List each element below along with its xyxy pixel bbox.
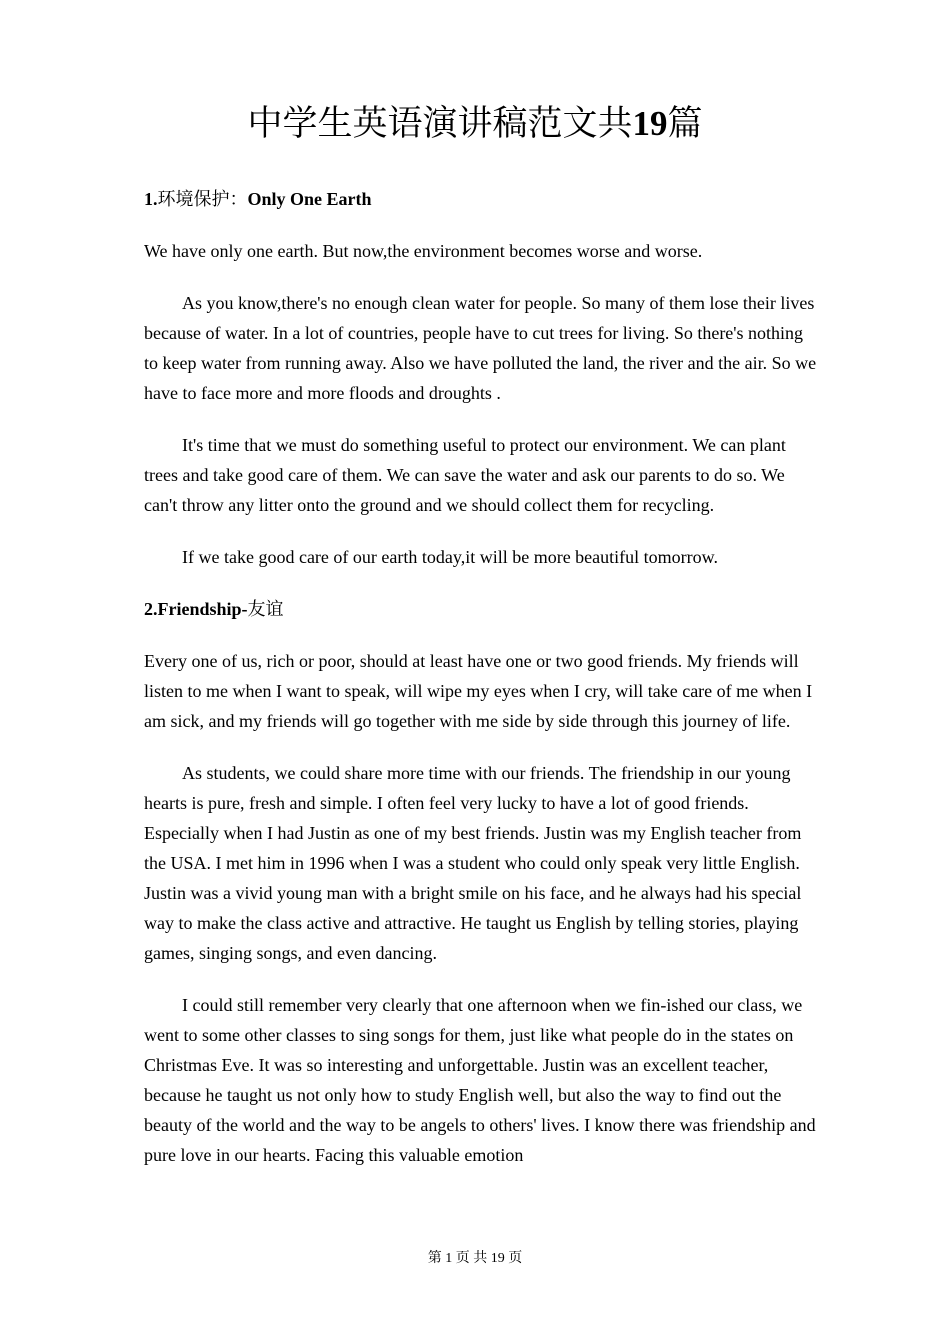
page-footer: 第 1 页 共 19 页 — [427, 1251, 523, 1266]
document-body — [144, 184, 820, 1192]
paragraph: As you know,there's no enough clean water for people. So many of them lose their lives because of water. In a lot of countries, people have to cut trees for living. So there's nothing to keep water from running away. Also we have polluted the land, the river and the air. So we have to face more and more floods and droughts . — [144, 293, 817, 403]
paragraph: If we take good care of our earth today,it will be more beautiful tomorrow. — [182, 547, 718, 567]
paragraph: I could still remember very clearly that one afternoon when we fin-ished our class, we went to some other classes to sing songs for them, just like what people do in the states on Christmas Eve. It was so interesting and unforgettable. Justin was an excellent teacher, because he taught us not only how to study English well, but also the way to find out the beauty of the world and the way to be angels to others' lives. I know there was friendship and pure love in our hearts. Facing this valuable emotion — [144, 995, 816, 1165]
section-1-heading — [144, 184, 820, 214]
paragraph: It's time that we must do something useful to protect our environment. We can plant trees and take good care of them. We can save the water and ask our parents to do so. We can't throw any litter onto the ground and we should collect them for recycling. — [144, 435, 786, 515]
paragraph: Every one of us, rich or poor, should at least have one or two good friends. My friends will listen to me when I want to speak, will wipe my eyes when I cry, will take care of me when I am sick, and my friends will go together with me side by side through this journey of life. — [144, 651, 813, 731]
page-title — [0, 102, 950, 146]
paragraph: As students, we could share more time with our friends. The friendship in our young hearts is pure, fresh and simple. I often feel very lucky to have a lot of good friends. Especially when I had Justin as one of my best friends. Justin was my English teacher from the USA. I met him in 1996 when I was a student who could only speak very little English. Justin was a vivid young man with a bright smile on his face, and he always had his special way to make the class active and attractive. He taught us English by telling stories, playing games, singing songs, and even dancing. — [144, 763, 802, 963]
section-2-heading-en: 2.Friendship- — [144, 599, 248, 619]
title-suffix: 篇 — [667, 104, 703, 143]
section-2-heading-cn: 友谊 — [247, 599, 284, 619]
paragraph: We have only one earth. But now,the environment becomes worse and worse. — [144, 241, 703, 261]
title-number: 19 — [632, 104, 668, 143]
section-2-heading — [144, 594, 820, 624]
section-1-number: 1. — [144, 189, 158, 209]
section-1-heading-en: Only One Earth — [247, 189, 372, 209]
title-prefix: 中学生英语演讲稿范文共 — [247, 104, 633, 143]
section-1-heading-cn: 环境保护： — [157, 189, 248, 209]
